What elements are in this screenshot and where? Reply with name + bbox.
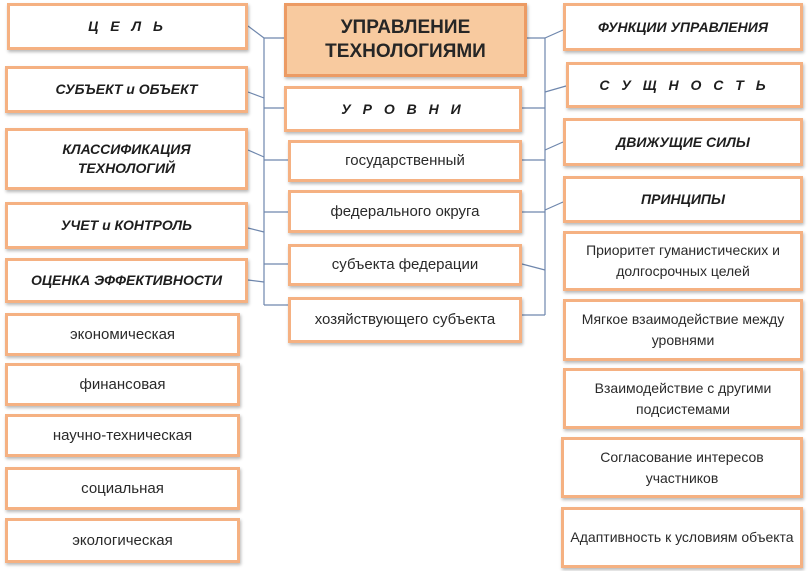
left-header-subject-object: СУБЪЕКТ и ОБЪЕКТ [5,66,248,113]
main-title-box [284,3,527,77]
level-business-entity: хозяйствующего субъекта [288,297,522,343]
levels-title: У Р О В Н И [341,100,465,117]
right-header-principles: ПРИНЦИПЫ [563,176,803,223]
level-state: государственный [288,140,522,182]
level-federation-subject: субъекта федерации [288,244,522,286]
left-header-goal: Ц Е Л Ь [7,3,248,50]
right-header-functions: ФУНКЦИИ УПРАВЛЕНИЯ [563,3,803,51]
right-item-soft-interaction: Мягкое взаимодействие между уровнями [563,299,803,361]
right-header-driving-forces: ДВИЖУЩИЕ СИЛЫ [563,118,803,166]
left-item-scientific-technical: научно-техническая [5,414,240,457]
left-header-classification: КЛАССИФИКАЦИЯ ТЕХНОЛОГИЙ [5,128,248,190]
left-item-financial: финансовая [5,363,240,406]
left-header-efficiency: ОЦЕНКА ЭФФЕКТИВНОСТИ [5,258,248,303]
right-header-essence: С У Щ Н О С Т Ь [566,62,803,108]
levels-title-box [284,86,522,132]
left-item-economic: экономическая [5,313,240,356]
right-item-subsystem-interaction: Взаимодействие с другими подсистемами [563,368,803,429]
left-item-social: социальная [5,467,240,510]
level-federal-district: федерального округа [288,190,522,233]
right-item-interest-coordination: Согласование интересов участников [561,437,803,498]
left-header-accounting-control: УЧЕТ и КОНТРОЛЬ [5,202,248,249]
left-item-ecological: экологическая [5,518,240,563]
main-title: УПРАВЛЕНИЕ ТЕХНОЛОГИЯМИ [325,17,486,62]
right-item-adaptivity: Адаптивность к условиям объекта [561,507,803,568]
right-item-humanistic-priority: Приоритет гуманистических и долгосрочных целей [563,231,803,291]
